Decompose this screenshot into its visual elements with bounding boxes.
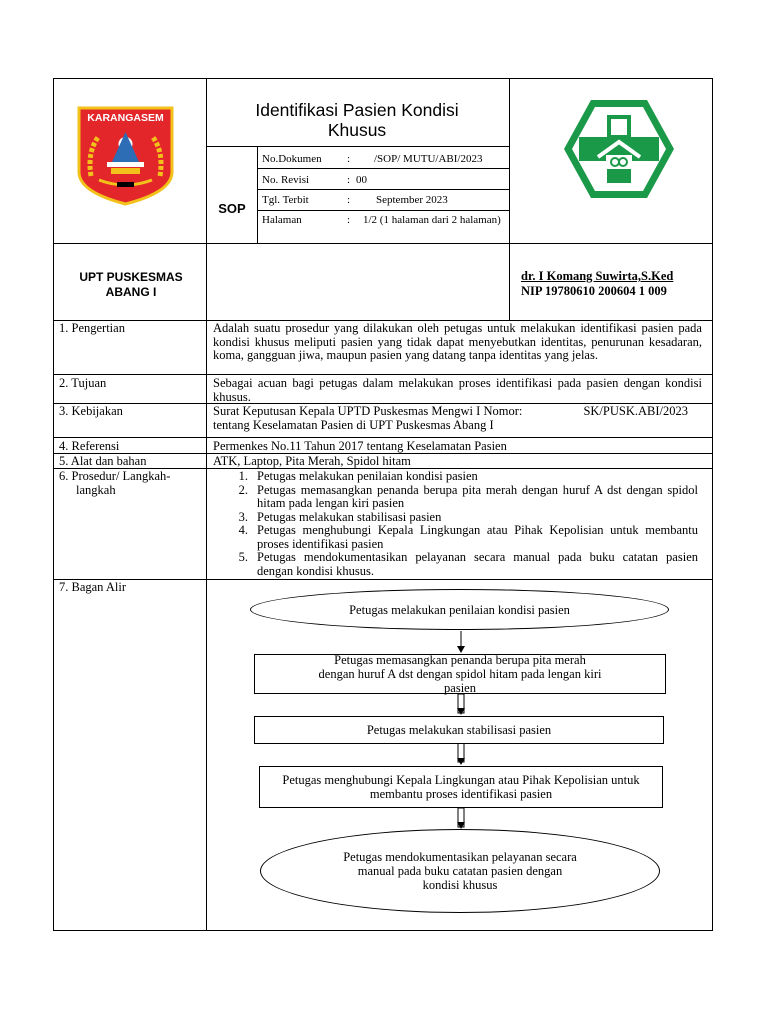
flow-node-start: Petugas melakukan penilaian kondisi pasien [250, 589, 669, 630]
label-alat: 5. Alat dan bahan [59, 454, 147, 468]
list-item: 1. Petugas melakukan penilaian kondisi pasien [238, 469, 478, 483]
svg-text:KARANGASEM: KARANGASEM [87, 112, 164, 124]
flow-node-4: Petugas menghubungi Kepala Lingkungan atau Pihak Kepolisian untuk membantu proses identifikasi pasien [259, 766, 663, 808]
flow-node-2: Petugas memasangkan penanda berupa pita merah dengan huruf A dst dengan spidol hitam pada lengan kiri pasien [254, 654, 666, 694]
label-referensi: 4. Referensi [59, 439, 120, 453]
flow-node-3: Petugas melakukan stabilisasi pasien [254, 716, 664, 744]
kebijakan-line2: tentang Keselamatan Pasien di UPT Puskesmas Abang I [213, 417, 494, 432]
karangasem-logo [77, 106, 174, 206]
label-pengertian: 1. Pengertian [59, 321, 125, 335]
sop-label: SOP [218, 201, 246, 216]
text-tujuan: Sebagai acuan bagi petugas dalam melakukan proses identifikasi pada pasien dengan kondisi khusus. [213, 376, 702, 404]
prosedur-steps [226, 470, 698, 578]
signer-block [521, 269, 711, 299]
list-item: 2. Petugas memasangkan penanda berupa pita merah dengan huruf A dst dengan spidol hitam pada lengan kiri pasien [238, 482, 698, 510]
label-prosedur: 6. Prosedur/ Langkah-langkah [59, 469, 171, 497]
list-item: 3. Petugas melakukan stabilisasi pasien [238, 509, 442, 524]
text-pengertian: Adalah suatu prosedur yang dilakukan oleh petugas untuk melakukan identifikasi pasien pada kondisi khusus meliputi pasien yang tidak dapat menyebutkan identitas, penurunan kesadaran, koma, gangguan jiwa, maupun pasien yang datang tanpa identitas yang jelas. [213, 321, 702, 362]
signer-name: dr. I Komang Suwirta,S.Ked [521, 269, 674, 283]
flow-node-end: Petugas mendokumentasikan pelayanan secara manual pada buku catatan pasien dengan kondisi khusus [260, 829, 660, 913]
signer-nip: NIP 19780610 200604 1 009 [521, 284, 667, 298]
list-item: 5. Petugas mendokumentasikan pelayanan secara manual pada buku catatan pasien dengan kondisi khusus. [238, 550, 698, 578]
text-referensi: Permenkes No.11 Tahun 2017 tentang Keselamatan Pasien [213, 439, 507, 453]
label-tujuan: 2. Tujuan [59, 376, 107, 390]
text-alat: ATK, Laptop, Pita Merah, Spidol hitam [213, 454, 411, 468]
text-kebijakan [213, 405, 702, 432]
document-title: Identifikasi Pasien Kondisi Khusus [255, 100, 459, 140]
kebijakan-line1: Surat Keputusan Kepala UPTD Puskesmas Mengwi I Nomor: [213, 404, 523, 418]
label-bagan: 7. Bagan Alir [59, 580, 127, 594]
list-item: 4. Petugas menghubungi Kepala Lingkungan atau Pihak Kepolisian untuk membantu proses identifikasi pasien [238, 523, 698, 551]
puskesmas-logo [562, 97, 676, 201]
kebijakan-number: SK/PUSK.ABI/2023 [583, 404, 688, 418]
label-kebijakan: 3. Kebijakan [59, 404, 123, 418]
unit-name: UPT PUSKESMAS ABANG I [79, 270, 183, 299]
